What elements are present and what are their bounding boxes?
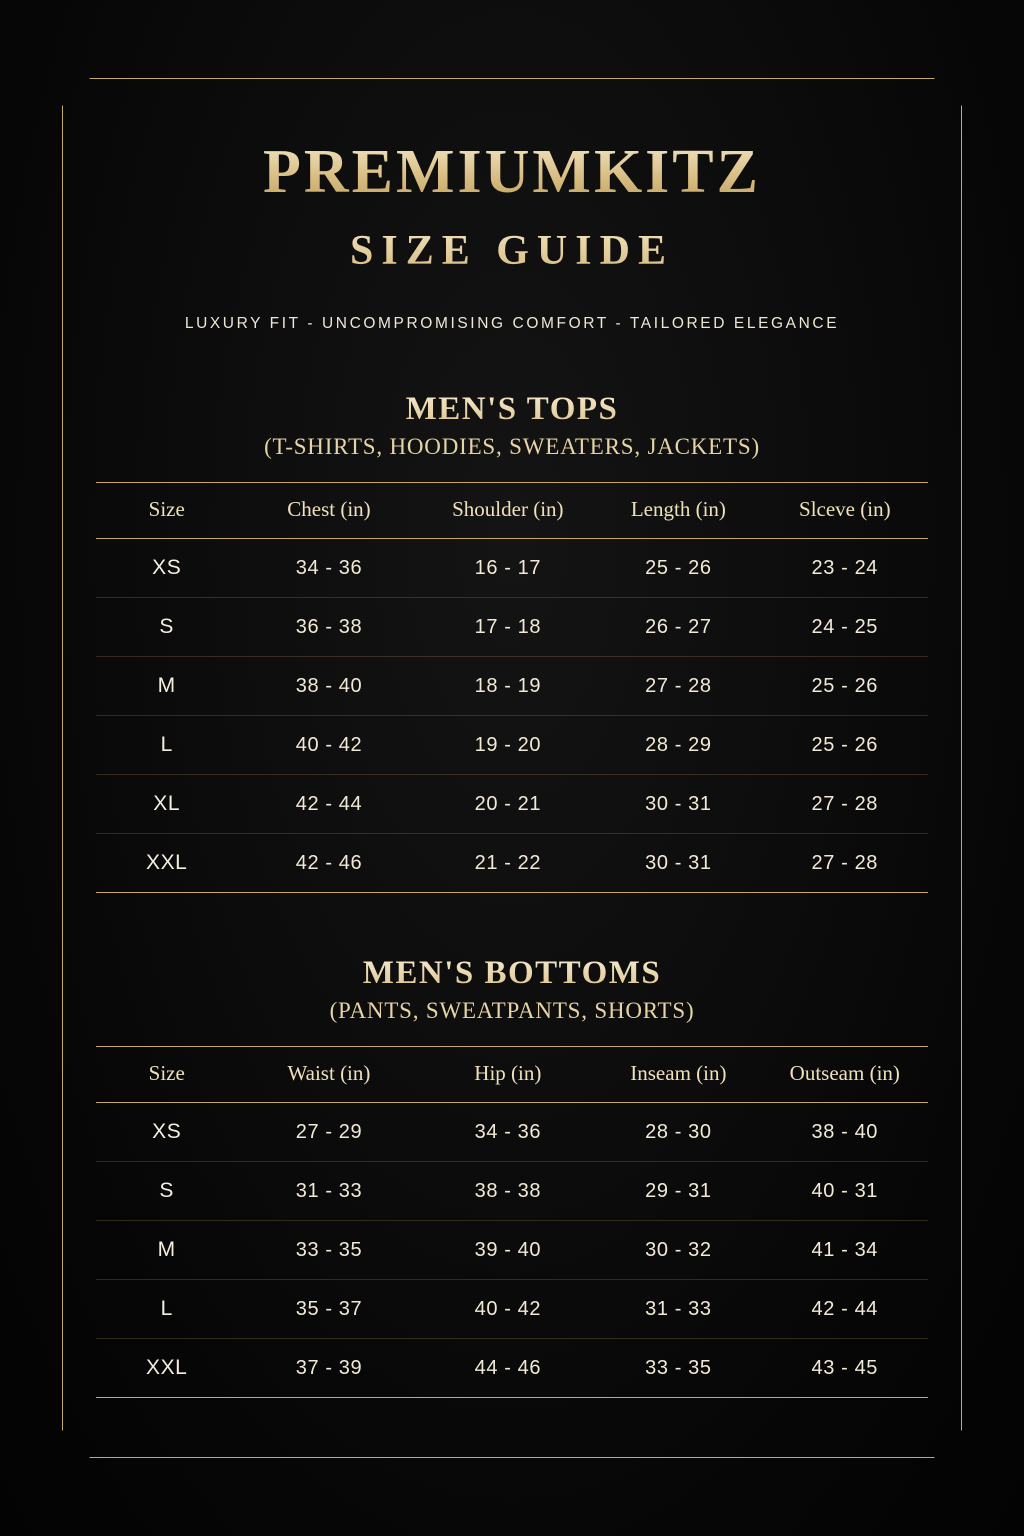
table-row bbox=[96, 834, 928, 893]
cell-size: XS bbox=[96, 539, 237, 598]
column-header-length: Length (in) bbox=[595, 483, 761, 539]
table-header-row bbox=[96, 483, 928, 539]
cell-length: 27 - 28 bbox=[595, 657, 761, 716]
cell-waist: 27 - 29 bbox=[237, 1103, 420, 1162]
cell-sleeve: 27 - 28 bbox=[762, 775, 928, 834]
table-row bbox=[96, 1280, 928, 1339]
cell-hip: 34 - 36 bbox=[420, 1103, 595, 1162]
table-row bbox=[96, 1103, 928, 1162]
table-row bbox=[96, 657, 928, 716]
table-row bbox=[96, 598, 928, 657]
cell-sleeve: 27 - 28 bbox=[762, 834, 928, 893]
cell-size: M bbox=[96, 1221, 237, 1280]
bottoms-table-body bbox=[96, 1103, 928, 1398]
cell-size: L bbox=[96, 1280, 237, 1339]
cell-chest: 36 - 38 bbox=[237, 598, 420, 657]
section-subtitle-tops: (T-SHIRTS, HOODIES, SWEATERS, JACKETS) bbox=[264, 434, 760, 460]
cell-sleeve: 23 - 24 bbox=[762, 539, 928, 598]
column-header-inseam: Inseam (in) bbox=[595, 1047, 761, 1103]
cell-waist: 37 - 39 bbox=[237, 1339, 420, 1398]
section-mens-bottoms bbox=[96, 955, 928, 1398]
bottoms-size-table bbox=[96, 1046, 928, 1398]
column-header-waist: Waist (in) bbox=[237, 1047, 420, 1103]
cell-hip: 39 - 40 bbox=[420, 1221, 595, 1280]
tagline: LUXURY FIT - UNCOMPROMISING COMFORT - TAILORED ELEGANCE bbox=[184, 315, 840, 333]
section-mens-tops bbox=[96, 391, 928, 893]
cell-chest: 34 - 36 bbox=[237, 539, 420, 598]
table-row bbox=[96, 1339, 928, 1398]
column-header-shoulder: Shoulder (in) bbox=[420, 483, 595, 539]
table-row bbox=[96, 539, 928, 598]
cell-outseam: 42 - 44 bbox=[762, 1280, 928, 1339]
cell-inseam: 28 - 30 bbox=[595, 1103, 761, 1162]
cell-inseam: 31 - 33 bbox=[595, 1280, 761, 1339]
cell-shoulder: 18 - 19 bbox=[420, 657, 595, 716]
cell-size: S bbox=[96, 1162, 237, 1221]
cell-length: 30 - 31 bbox=[595, 834, 761, 893]
cell-inseam: 30 - 32 bbox=[595, 1221, 761, 1280]
brand-title: PREMIUMKITZ bbox=[96, 140, 928, 205]
cell-outseam: 40 - 31 bbox=[762, 1162, 928, 1221]
cell-shoulder: 21 - 22 bbox=[420, 834, 595, 893]
column-header-sleeve: Slceve (in) bbox=[762, 483, 928, 539]
page-subtitle: SIZE GUIDE bbox=[96, 227, 928, 275]
cell-outseam: 38 - 40 bbox=[762, 1103, 928, 1162]
column-header-size: Size bbox=[96, 483, 237, 539]
column-header-size: Size bbox=[96, 1047, 237, 1103]
table-row bbox=[96, 1221, 928, 1280]
table-row bbox=[96, 716, 928, 775]
cell-waist: 33 - 35 bbox=[237, 1221, 420, 1280]
cell-size: M bbox=[96, 657, 237, 716]
cell-waist: 31 - 33 bbox=[237, 1162, 420, 1221]
cell-length: 25 - 26 bbox=[595, 539, 761, 598]
table-row bbox=[96, 1162, 928, 1221]
cell-outseam: 43 - 45 bbox=[762, 1339, 928, 1398]
cell-size: XXL bbox=[96, 834, 237, 893]
cell-hip: 40 - 42 bbox=[420, 1280, 595, 1339]
cell-chest: 42 - 44 bbox=[237, 775, 420, 834]
cell-outseam: 41 - 34 bbox=[762, 1221, 928, 1280]
tops-table-header bbox=[96, 483, 928, 539]
cell-shoulder: 17 - 18 bbox=[420, 598, 595, 657]
tops-table-body bbox=[96, 539, 928, 893]
cell-length: 28 - 29 bbox=[595, 716, 761, 775]
tops-size-table bbox=[96, 482, 928, 893]
cell-chest: 42 - 46 bbox=[237, 834, 420, 893]
cell-size: S bbox=[96, 598, 237, 657]
cell-inseam: 29 - 31 bbox=[595, 1162, 761, 1221]
cell-size: XS bbox=[96, 1103, 237, 1162]
column-header-chest: Chest (in) bbox=[237, 483, 420, 539]
cell-size: XXL bbox=[96, 1339, 237, 1398]
cell-size: XL bbox=[96, 775, 237, 834]
poster-content bbox=[96, 140, 928, 1398]
cell-sleeve: 24 - 25 bbox=[762, 598, 928, 657]
column-header-hip: Hip (in) bbox=[420, 1047, 595, 1103]
cell-shoulder: 20 - 21 bbox=[420, 775, 595, 834]
table-header-row bbox=[96, 1047, 928, 1103]
cell-sleeve: 25 - 26 bbox=[762, 657, 928, 716]
cell-waist: 35 - 37 bbox=[237, 1280, 420, 1339]
cell-hip: 38 - 38 bbox=[420, 1162, 595, 1221]
cell-length: 26 - 27 bbox=[595, 598, 761, 657]
section-title-tops: MEN'S TOPS bbox=[96, 391, 928, 428]
cell-hip: 44 - 46 bbox=[420, 1339, 595, 1398]
cell-chest: 38 - 40 bbox=[237, 657, 420, 716]
bottoms-table-header bbox=[96, 1047, 928, 1103]
cell-chest: 40 - 42 bbox=[237, 716, 420, 775]
cell-sleeve: 25 - 26 bbox=[762, 716, 928, 775]
column-header-outseam: Outseam (in) bbox=[762, 1047, 928, 1103]
cell-inseam: 33 - 35 bbox=[595, 1339, 761, 1398]
cell-shoulder: 19 - 20 bbox=[420, 716, 595, 775]
table-row bbox=[96, 775, 928, 834]
cell-shoulder: 16 - 17 bbox=[420, 539, 595, 598]
cell-size: L bbox=[96, 716, 237, 775]
cell-length: 30 - 31 bbox=[595, 775, 761, 834]
section-title-bottoms: MEN'S BOTTOMS bbox=[96, 955, 928, 992]
section-subtitle-bottoms: (PANTS, SWEATPANTS, SHORTS) bbox=[329, 998, 695, 1024]
